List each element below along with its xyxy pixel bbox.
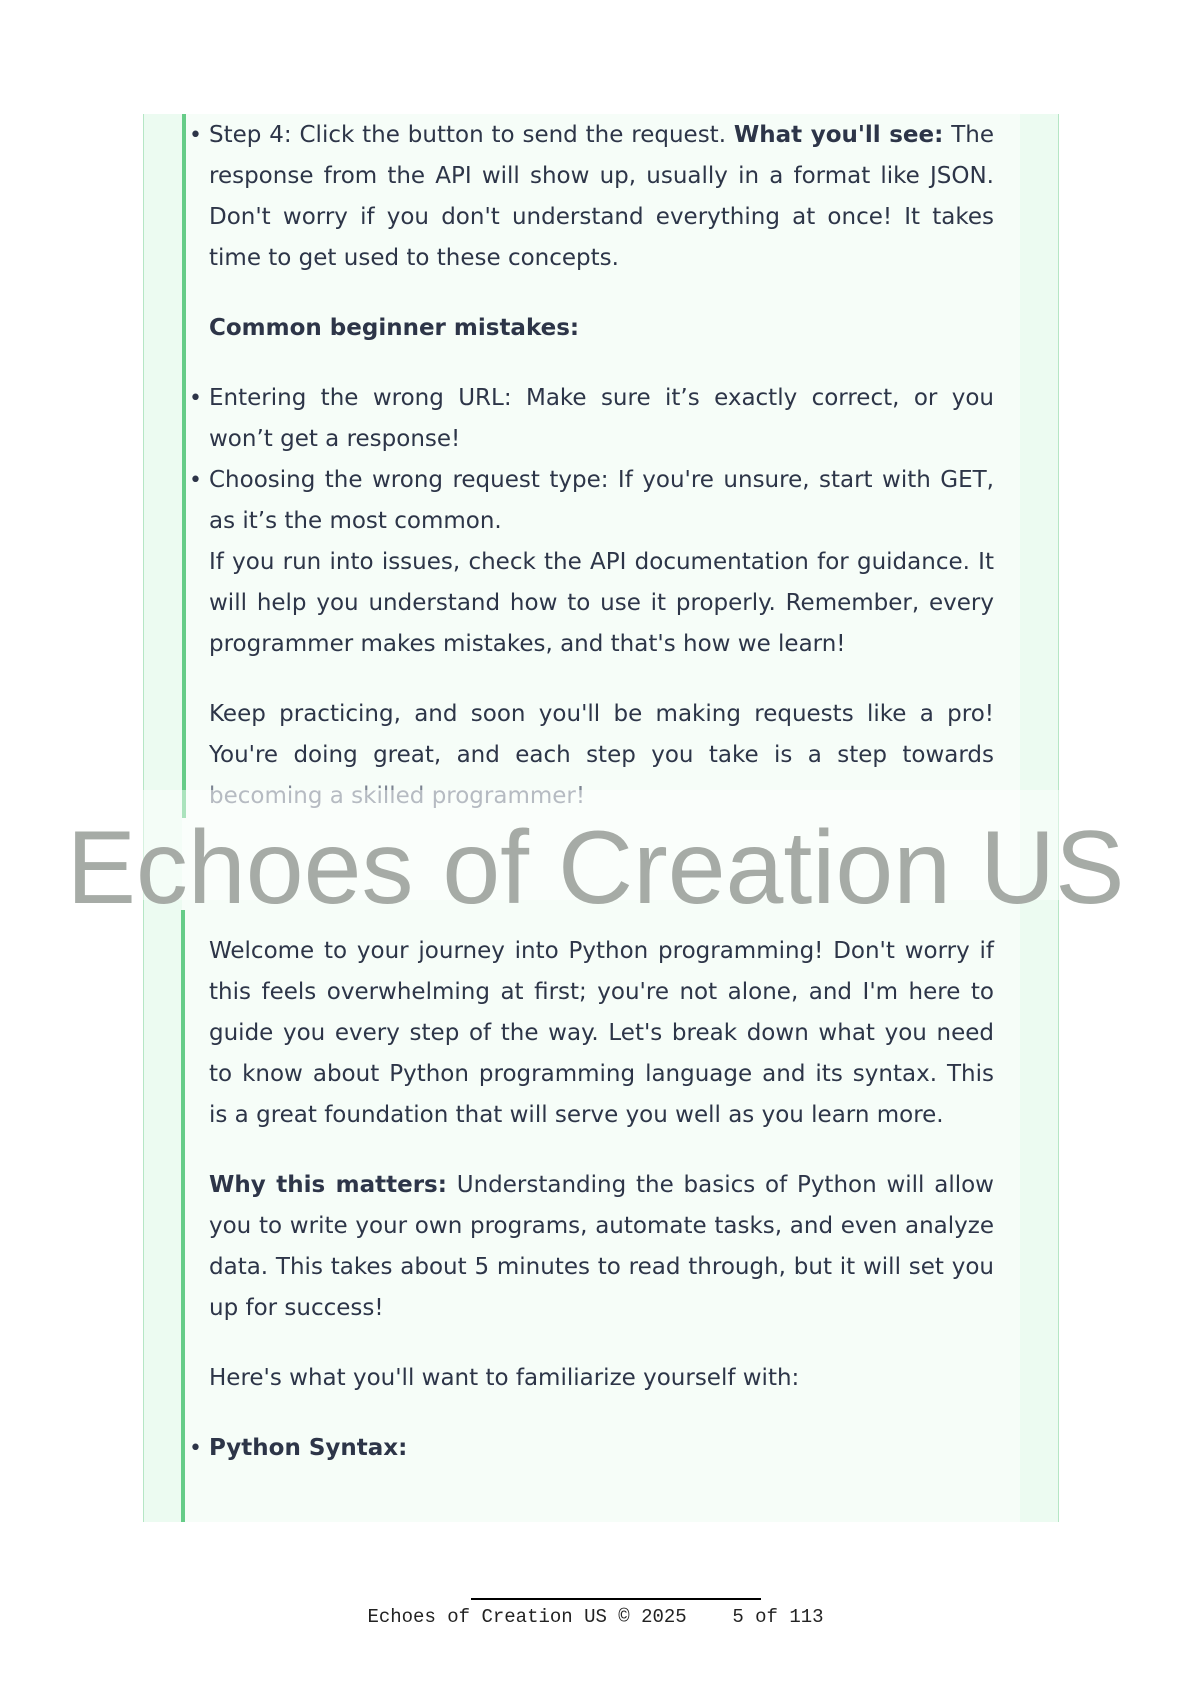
keep-practicing-text-faded: becoming a skilled programmer!: [209, 783, 586, 809]
watermark-text: Echoes of Creation US: [66, 810, 1125, 926]
step-list: [209, 115, 994, 279]
keep-practicing-text: Keep practicing, and soon you'll be making requests like a pro! You're doing great, and each step you take is a step towards: [209, 701, 994, 768]
content-block-2: [209, 931, 994, 1469]
page-number: 5 of 113: [732, 1606, 824, 1628]
mistakes-heading-text: Common beginner mistakes:: [209, 315, 580, 341]
mistakes-list: [209, 378, 994, 542]
topics-list: [209, 1428, 994, 1469]
page-footer: [0, 1606, 1191, 1628]
list-item: • Choosing the wrong request type: If you're unsure, start with GET, as it’s the most common.: [209, 460, 994, 542]
familiarize-paragraph: Here's what you'll want to familiarize yourself with:: [209, 1365, 800, 1391]
content-block-1: [209, 115, 994, 817]
welcome-paragraph: Welcome to your journey into Python programming! Don't worry if this feels overwhelming at first; you're not alone, and I'm here to guide you every step of the way. Let's break down what you need to know about Python programming language and its syntax. This is a great foundation that will serve you well as you learn more.: [209, 938, 994, 1128]
why-matters-text: Understanding the basics of Python will allow you to write your own programs, automate tasks, and even analyze data. This takes about 5 minutes to read through, but it will set you up for success!: [209, 1172, 994, 1321]
list-item: • Entering the wrong URL: Make sure it’s exactly correct, or you won’t get a response!: [209, 378, 994, 460]
step4-bold-label: What you'll see:: [733, 122, 944, 148]
footer-copyright: Echoes of Creation US © 2025: [367, 1606, 687, 1628]
footer-rule: [471, 1598, 761, 1600]
panel-accent-bar: [182, 114, 186, 818]
mistakes-heading: [209, 308, 994, 349]
why-matters-paragraph: [209, 1165, 994, 1329]
python-syntax-label: Python Syntax:: [209, 1435, 408, 1461]
step4-text-cont: The response from the API will show up, usually in a format like JSON. Don't worry if you don't understand everything at once! It takes time to get used to these concepts.: [209, 122, 994, 271]
panel-accent-bar-lower: [181, 910, 185, 1522]
list-item-python-syntax: [209, 1428, 994, 1469]
list-item-step4: [209, 115, 994, 279]
issues-paragraph: If you run into issues, check the API documentation for guidance. It will help you understand how to use it properly. Remember, every programmer makes mistakes, and that's how we learn!: [209, 549, 994, 657]
why-matters-label: Why this matters:: [209, 1172, 447, 1198]
step4-text: Step 4: Click the button to send the request.: [209, 122, 734, 148]
